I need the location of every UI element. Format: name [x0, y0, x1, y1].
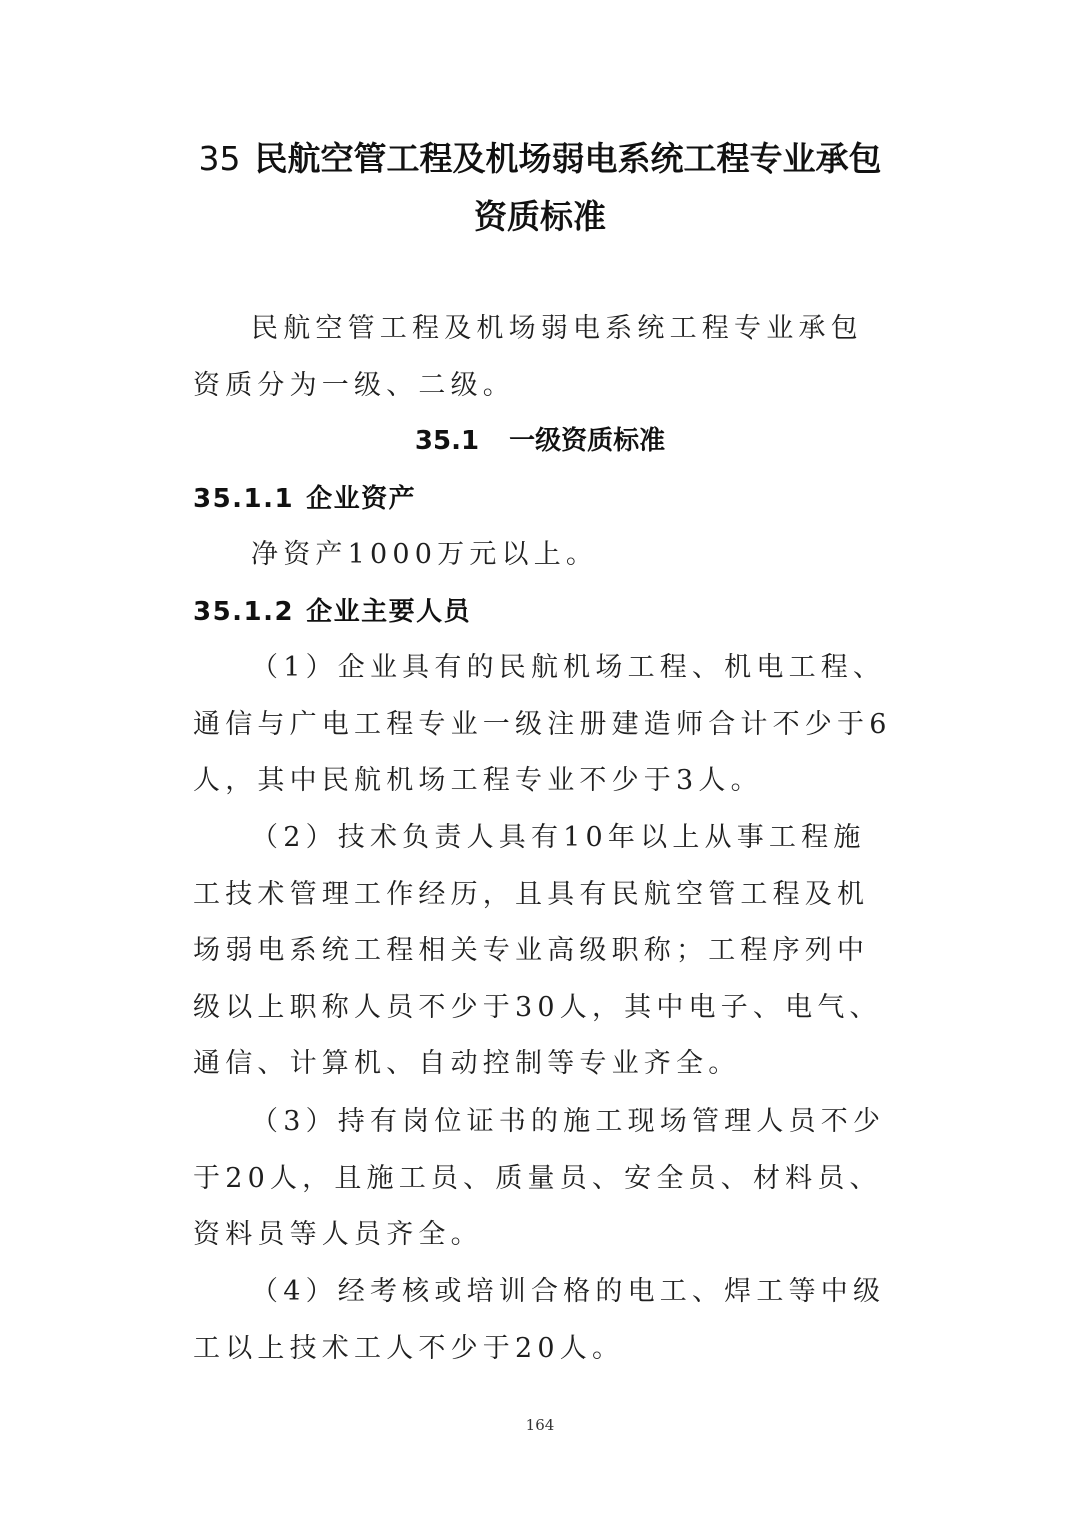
paragraph: （1）企业具有的民航机场工程、机电工程、通信与广电工程专业一级注册建造师合计不少于6人，其中民航机场工程专业不少于3人。: [193, 652, 892, 796]
subsection-title: 企业资产: [306, 484, 417, 514]
title-text: 民航空管工程及机场弱电系统工程专业承包: [254, 139, 882, 178]
title-line-1: [150, 130, 930, 188]
document-title: [150, 130, 930, 246]
subsection-title: 企业主要人员: [306, 597, 472, 627]
title-line-2: 资质标准: [474, 197, 606, 236]
section-heading: [150, 421, 930, 461]
intro-paragraph: 民航空管工程及机场弱电系统工程专业承包资质分为一级、二级。: [193, 313, 863, 401]
section-number: 35.1: [414, 426, 480, 456]
subsection-heading: [193, 479, 416, 519]
paragraph: 净资产1000万元以上。: [251, 539, 599, 570]
title-number: 35: [198, 139, 241, 178]
subsection-heading: [193, 592, 471, 632]
paragraph: （3）持有岗位证书的施工现场管理人员不少于20人，且施工员、质量员、安全员、材料员、资料员等人员齐全。: [193, 1106, 886, 1250]
paragraph: （4）经考核或培训合格的电工、焊工等中级工以上技术工人不少于20人。: [193, 1276, 886, 1364]
section-title: 一级资质标准: [509, 426, 666, 456]
paragraph: （2）技术负责人具有10年以上从事工程施工技术管理工作经历，且具有民航空管工程及机场弱电系统工程相关专业高级职称；工程序列中级以上职称人员不少于30人，其中电子、电气、通信、计算机、自动控制等专业齐全。: [193, 822, 882, 1079]
page-number: 164: [525, 1416, 555, 1434]
subsection-number: 35.1.1: [193, 484, 295, 514]
subsection-number: 35.1.2: [193, 597, 295, 627]
